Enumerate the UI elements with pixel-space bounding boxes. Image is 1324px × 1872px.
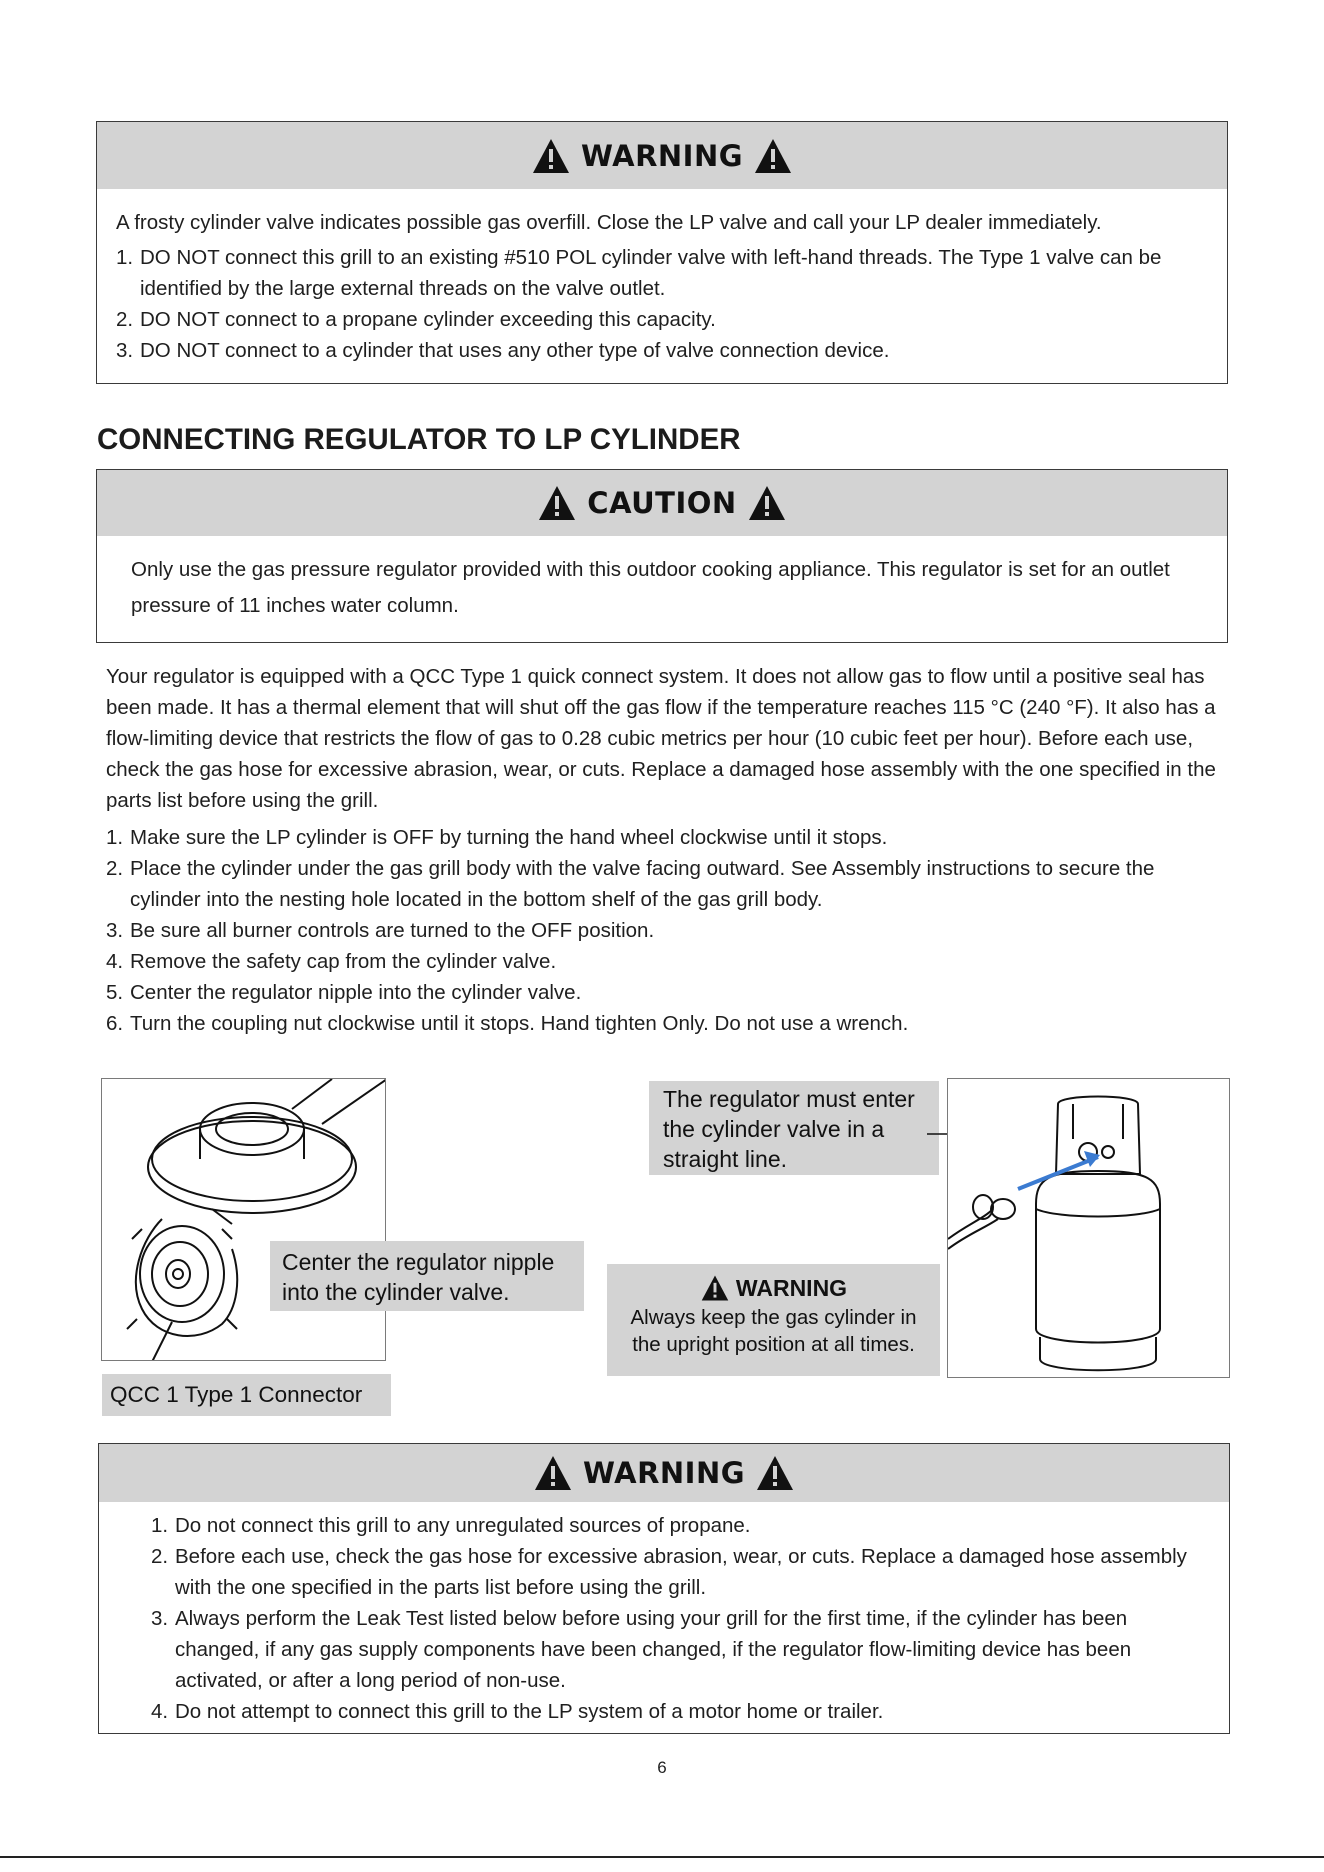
callout-connector: QCC 1 Type 1 Connector — [102, 1374, 391, 1416]
regulator-drawing — [102, 1079, 386, 1361]
list-item: 2. Before each use, check the gas hose for excessive abrasion, wear, or cuts. Replace a damaged hose assembly with the one specified in the parts list before using the grill. — [151, 1545, 1187, 1599]
warning-triangle-icon — [747, 484, 787, 522]
regulator-description: Your regulator is equipped with a QCC Type 1 quick connect system. It does not allow gas to flow until a positive seal has been made. It has a thermal element that will shut off the gas flow if the temperature reaches 115 °C (240 °F). It also has a flow-limiting device that restricts the flow of gas to 0.28 cubic metrics per hour (10 cubic feet per hour). Before each use, check the gas hose for excessive abrasion, wear, or cuts. Replace a damaged hose assembly with the one specified in the parts list before using the grill. — [106, 665, 1216, 812]
warning-triangle-icon — [755, 1454, 795, 1492]
caution-box — [96, 469, 1228, 643]
warning-box-top — [96, 121, 1228, 384]
list-item: 1. Make sure the LP cylinder is OFF by turning the hand wheel clockwise until it stops. — [106, 826, 888, 849]
callout-center-nipple: Center the regulator nipple into the cylinder valve. — [270, 1241, 584, 1311]
warning-header — [97, 122, 1227, 189]
regulator-illustration — [101, 1078, 386, 1361]
list-item: 3. Be sure all burner controls are turned to the OFF position. — [106, 919, 655, 942]
warning-list — [99, 1502, 1229, 1727]
section-heading: CONNECTING REGULATOR TO LP CYLINDER — [97, 423, 741, 456]
list-item: 3. DO NOT connect to a cylinder that uses any other type of valve connection device. — [116, 339, 890, 362]
warning-triangle-icon — [700, 1274, 730, 1302]
list-item: 4. Remove the safety cap from the cylinder valve. — [106, 950, 557, 973]
page-number: 6 — [657, 1758, 667, 1777]
warning-triangle-icon — [531, 137, 571, 175]
page-bottom-rule — [0, 1856, 1324, 1872]
caution-text: Only use the gas pressure regulator provided with this outdoor cooking appliance. This regulator is set for an outlet pressure of 11 inches water column. — [131, 558, 1170, 617]
caution-header — [97, 470, 1227, 536]
cylinder-illustration — [947, 1078, 1230, 1378]
list-item: 3. Always perform the Leak Test listed below before using your grill for the first time, if the cylinder has been changed, if any gas supply components have been changed, if the regulator flow-limiting device has been activated, or after a long period of non-use. — [151, 1607, 1132, 1692]
list-item: 1. DO NOT connect this grill to an existing #510 POL cylinder valve with left-hand threads. The Type 1 valve can be identified by the large external threads on the valve outlet. — [116, 246, 1162, 300]
warning-box-bottom — [98, 1443, 1230, 1734]
warning-title: WARNING — [582, 1456, 746, 1490]
warning-small-title: WARNING — [735, 1274, 848, 1301]
list-item: 2. DO NOT connect to a propane cylinder exceeding this capacity. — [116, 308, 716, 331]
callout-straight-line: The regulator must enter the cylinder valve in a straight line. — [649, 1081, 939, 1175]
warning-triangle-icon — [753, 137, 793, 175]
list-item: 6. Turn the coupling nut clockwise until it stops. Hand tighten Only. Do not use a wrench. — [106, 1012, 909, 1035]
list-item: 2. Place the cylinder under the gas grill body with the valve facing outward. See Assembly instructions to secure the cylinder into the nesting hole located in the bottom shelf of the gas grill body. — [106, 857, 1155, 911]
warning-small-text: Always keep the gas cylinder in the upright position at all times. — [630, 1306, 917, 1356]
warning-list — [116, 242, 1207, 366]
warning-title: WARNING — [580, 138, 744, 173]
caution-title: CAUTION — [587, 486, 737, 520]
list-item: 4. Do not attempt to connect this grill to the LP system of a motor home or trailer. — [151, 1700, 884, 1723]
steps-list — [106, 822, 1226, 1039]
list-item: 5. Center the regulator nipple into the cylinder valve. — [106, 981, 582, 1004]
warning-intro: A frosty cylinder valve indicates possible gas overfill. Close the LP valve and call your LP dealer immediately. — [116, 211, 1102, 234]
warning-upright-box — [607, 1264, 940, 1376]
propane-cylinder-drawing — [948, 1079, 1230, 1378]
warning-header — [99, 1444, 1229, 1502]
list-item: 1. Do not connect this grill to any unregulated sources of propane. — [151, 1514, 751, 1537]
warning-triangle-icon — [537, 484, 577, 522]
warning-triangle-icon — [533, 1454, 573, 1492]
